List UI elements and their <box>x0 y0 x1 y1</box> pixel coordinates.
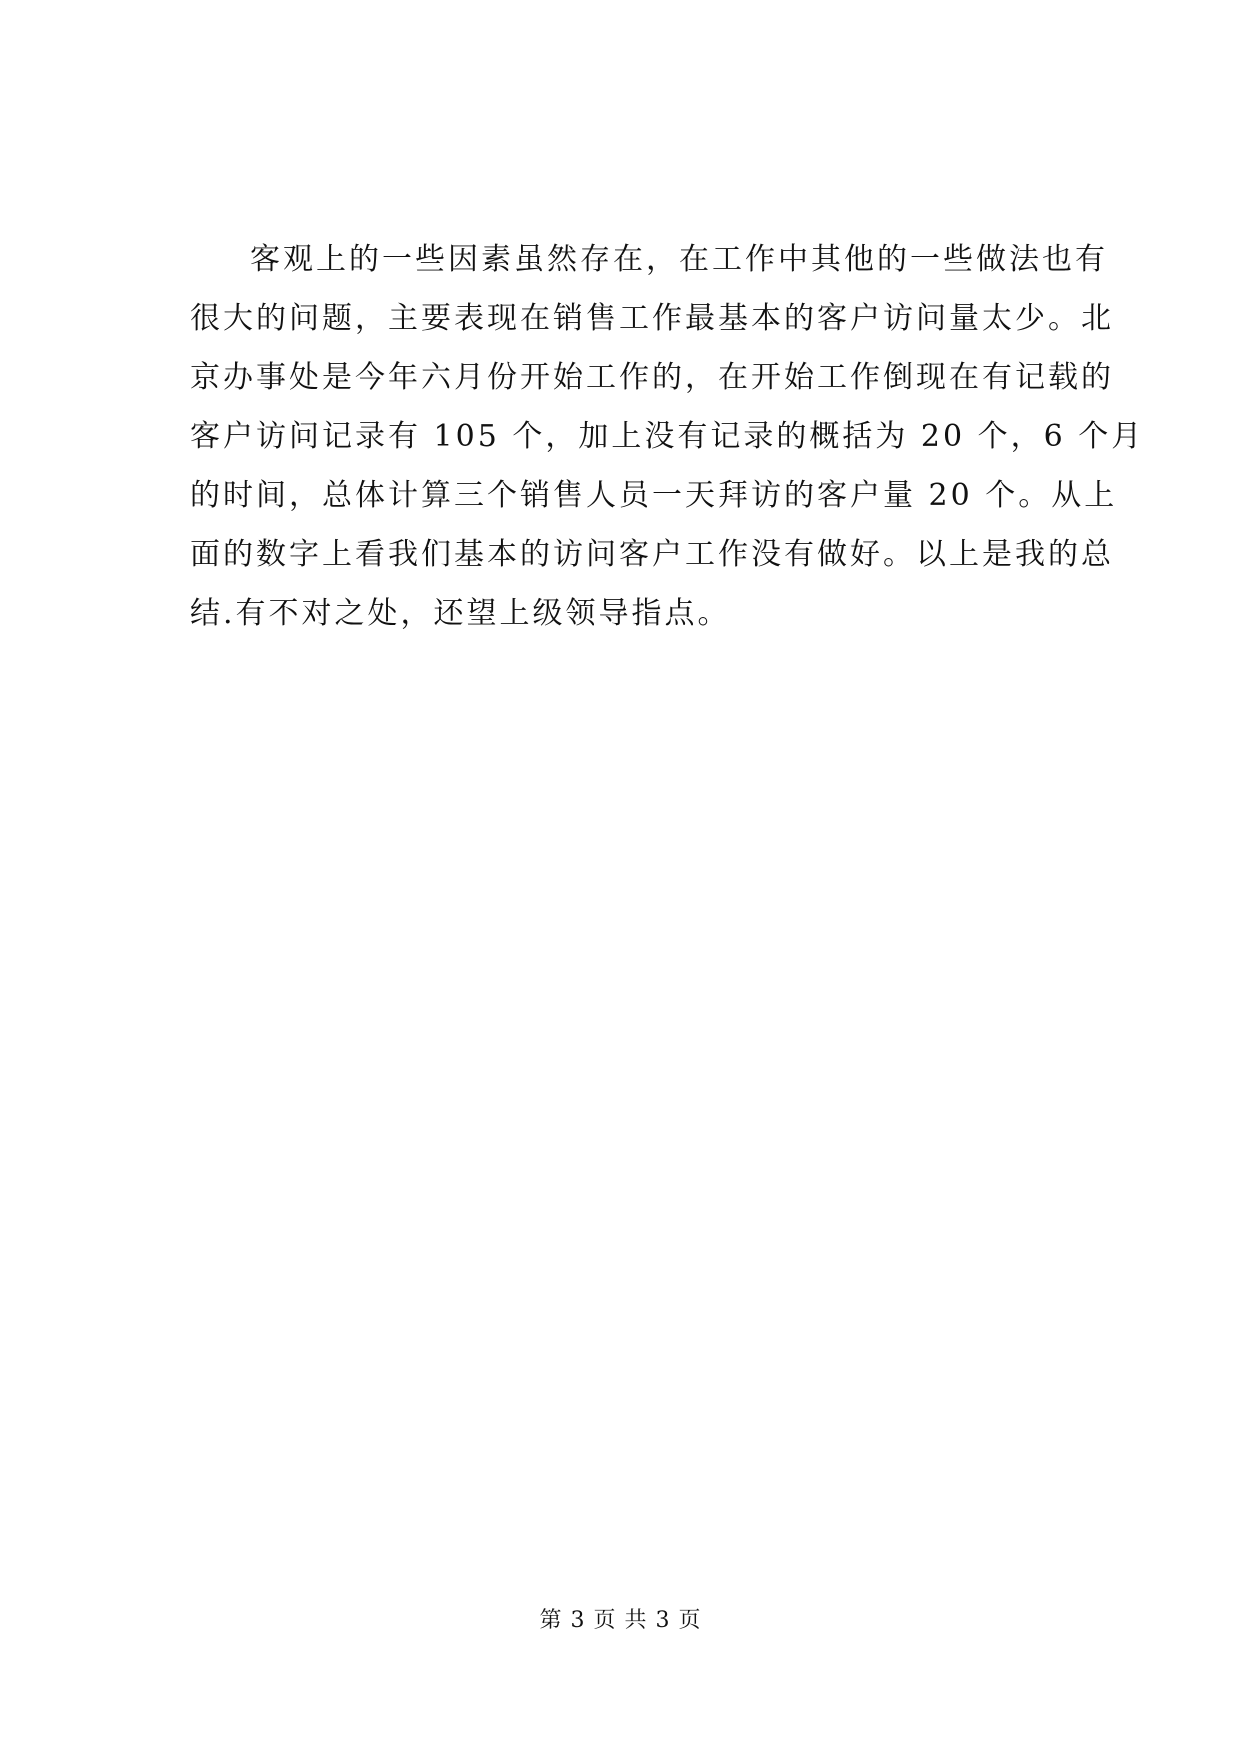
page-footer <box>0 1603 1241 1634</box>
paragraph-line: 结.有不对之处，还望上级领导指点。 <box>190 596 731 631</box>
paragraph-line: 面的数字上看我们基本的访问客户工作没有做好。以上是我的总 <box>190 537 1114 572</box>
paragraph-line: 客观上的一些因素虽然存在，在工作中其他的一些做法也有 <box>250 242 1108 277</box>
body-paragraph <box>190 230 1145 643</box>
paragraph-line: 很大的问题，主要表现在销售工作最基本的客户访问量太少。北 <box>190 301 1114 336</box>
paragraph-line: 的时间，总体计算三个销售人员一天拜访的客户量 20 个。从上 <box>190 478 1118 513</box>
paragraph-line: 京办事处是今年六月份开始工作的，在开始工作倒现在有记载的 <box>190 360 1114 395</box>
paragraph-line: 客户访问记录有 105 个，加上没有记录的概括为 20 个，6 个月 <box>190 419 1145 454</box>
page-number: 第 3 页 共 3 页 <box>539 1608 702 1633</box>
